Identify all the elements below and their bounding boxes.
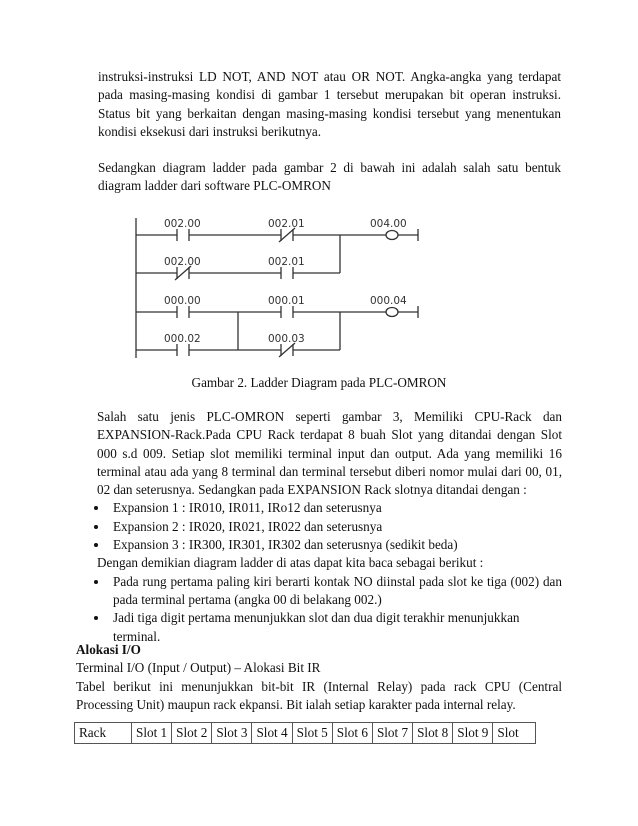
contact-label: 000.00 xyxy=(164,295,201,307)
coil-label: 004.00 xyxy=(370,218,407,230)
contact-label: 000.02 xyxy=(164,333,201,345)
table-cell: Slot 8 xyxy=(413,723,453,744)
contact-label: 002.01 xyxy=(268,218,305,230)
section-text: Tabel berikut ini menunjukkan bit-bit IR (Internal Relay) pada rack CPU (Central Processing Unit) maupun rack ekpansi. Bit ialah setiap karakter pada internal relay. xyxy=(76,678,562,712)
table-cell: Slot 4 xyxy=(252,723,292,744)
ladder-diagram xyxy=(0,0,638,370)
table-cell: Rack xyxy=(75,723,132,744)
paragraph-text: instruksi-instruksi LD NOT, AND NOT atau OR NOT. Angka-angka yang terdapat pada masing-masing kondisi di gambar 1 tersebut merupakan bit operan instruksi. Status bit yang berkaitan dengan masing-masing kondisi tersebut yang menentukan kondisi eksekusi dari instruksi berikutnya. xyxy=(98,69,561,139)
section-alokasi xyxy=(76,641,562,714)
section-heading: Alokasi I/O xyxy=(76,642,141,657)
paragraph-plc-omron xyxy=(97,408,562,646)
paragraph-text: Salah satu jenis PLC-OMRON seperti gambar 3, Memiliki CPU-Rack dan EXPANSION-Rack.Pada CPU Rack terdapat 8 buah Slot yang ditandai dengan Slot 000 s.d 009. Setiap slot memiliki terminal input dan output. Ada yang memiliki 16 terminal atau ada yang 8 terminal dan terminal tersebut diberi nomor mulai dari 00, 01, 02 dan seterusnya. Sedangkan pada EXPANSION Rack slotnya ditandai dengan : xyxy=(97,409,562,498)
list-item: Jadi tiga digit pertama menunjukkan slot dan dua digit terakhir menunjukkan terminal. xyxy=(97,609,562,646)
contact-label: 002.00 xyxy=(164,218,201,230)
table-cell: Slot 1 xyxy=(132,723,172,744)
table-header-row xyxy=(75,723,536,744)
contact-label: 000.01 xyxy=(268,295,305,307)
table-cell: Slot 3 xyxy=(212,723,252,744)
figure-caption: Gambar 2. Ladder Diagram pada PLC-OMRON xyxy=(191,375,447,390)
table-cell: Slot 6 xyxy=(332,723,372,744)
contact-label: 002.01 xyxy=(268,256,305,268)
ir-table xyxy=(74,722,536,744)
list-item: Expansion 3 : IR300, IR301, IR302 dan seterusnya (sedikit beda) xyxy=(97,536,562,554)
table-cell: Slot 7 xyxy=(372,723,412,744)
paragraph-text: Sedangkan diagram ladder pada gambar 2 di bawah ini adalah salah satu bentuk diagram ladder dari software PLC-OMRON xyxy=(98,160,561,194)
section-subheading: Terminal I/O (Input / Output) – Alokasi Bit IR xyxy=(76,660,321,676)
table-cell: Slot xyxy=(493,723,536,744)
coil-label: 000.04 xyxy=(370,295,407,307)
contact-label: 000.03 xyxy=(268,333,305,345)
contact-label: 002.00 xyxy=(164,256,201,268)
table-cell: Slot 2 xyxy=(172,723,212,744)
paragraph-text: Dengan demikian diagram ladder di atas dapat kita baca sebagai berikut : xyxy=(97,555,484,571)
table-cell: Slot 9 xyxy=(453,723,493,744)
list-item: Expansion 1 : IR010, IR011, IRo12 dan seterusnya xyxy=(97,499,562,517)
list-item: Expansion 2 : IR020, IR021, IR022 dan seterusnya xyxy=(97,518,562,536)
table-cell: Slot 5 xyxy=(292,723,332,744)
list-item: Pada rung pertama paling kiri berarti kontak NO diinstal pada slot ke tiga (002) dan pada terminal pertama (angka 00 di belakang 002.) xyxy=(97,573,562,610)
